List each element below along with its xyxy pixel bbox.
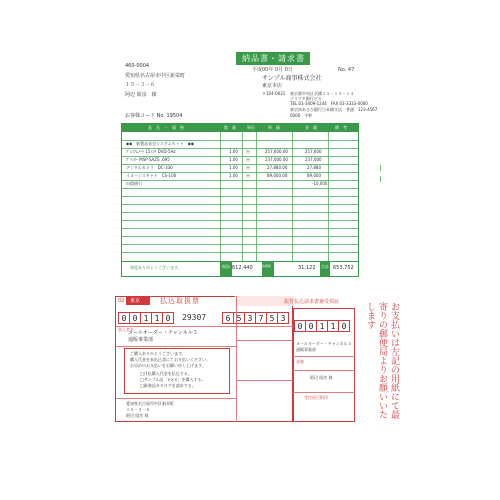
row-name: ﾌﾟﾚﾐｱﾑﾉｰﾄ 15ｲﾝﾁ DVD-5Hz	[126, 149, 176, 154]
row-amount: 89,600	[307, 173, 321, 178]
total-label: 合計	[321, 264, 329, 269]
sender-tel: TEL.03-3409-1244 FAX 03-3333-0000	[290, 101, 368, 106]
message-line: 購入代金を本払込票にてお支払いください。	[130, 357, 210, 362]
account-digit: 1	[151, 312, 163, 324]
account-digit: 1	[140, 312, 152, 324]
amount-digit: 3	[244, 312, 256, 324]
slip-area: 東京	[130, 298, 141, 304]
sender-city: １５－３－６	[126, 407, 150, 412]
receipt-amount-label: 金額	[296, 359, 304, 364]
row-qty: 1.00	[229, 149, 238, 154]
amount-digit: 5	[266, 312, 278, 324]
row-name: 出精値引	[126, 181, 142, 186]
row-unit: 台	[246, 165, 250, 170]
account-digit: 0	[162, 312, 174, 324]
row-amount: 257,600	[305, 149, 322, 154]
tax: 31,122	[298, 265, 316, 271]
sender-address: 愛知県名古屋市中区新栄町	[126, 401, 174, 406]
customer-postal: 460-0004	[125, 63, 150, 69]
total: 653,752	[333, 265, 354, 271]
sender-bank1: 東京南あさひ銀行日本橋支店 普通 123-4567	[290, 107, 378, 112]
row-price: 27,880.00	[267, 165, 288, 170]
receipt-sub: 通販事業部	[296, 347, 316, 352]
subtotal: 612,440	[232, 265, 253, 271]
payee-label: 加入者名	[118, 327, 134, 332]
sender-branch: 東京本店	[262, 83, 283, 89]
amount-digit: 7	[255, 312, 267, 324]
sender-company: サンプル商事株式会社	[262, 75, 322, 82]
sender-bank2: 0000 平幹	[290, 113, 313, 118]
account-digit: 0	[129, 312, 141, 324]
row-amount: 27,880	[307, 165, 321, 170]
message-line: □新商品カタログを請求する。	[140, 383, 196, 388]
header-price: 単 価	[268, 125, 280, 130]
stamp-label: 受付局日附印	[304, 395, 328, 400]
subtotal-label: 税抜	[222, 264, 230, 269]
slip-title: 払込取扱票	[160, 297, 200, 305]
row-amount: 237,000	[305, 157, 322, 162]
row-unit: 台	[246, 149, 250, 154]
payee-line2: 通販事業部	[128, 337, 154, 343]
sender-address: 東京都中央区京橋１５－１５－１４	[290, 91, 354, 96]
header-item: 品 名 ・ 規 格	[148, 125, 184, 130]
tax-label: 消費税	[262, 264, 272, 268]
row-price: 257,600.00	[265, 149, 288, 154]
row-unit: 台	[246, 157, 250, 162]
receipt-digit: 0	[338, 320, 350, 332]
message-line: ご購入ありがとうございます。	[130, 351, 186, 356]
receipt-sender: 阿辺 昭彦 様	[310, 375, 333, 380]
receipt-digit: 0	[294, 320, 306, 332]
sender-postal: 〒104-0031	[262, 91, 286, 96]
row-qty: 1.00	[229, 157, 238, 162]
row-name: イメージスキャナ CS-100	[126, 173, 177, 178]
receipt-title: 振替払込請求書兼受領証	[284, 299, 340, 305]
sender-name: 阿辺 昭彦 様	[126, 413, 149, 418]
account-number: 29307	[182, 313, 207, 322]
amount-digit: 3	[277, 312, 289, 324]
side-note: お支払いは左記の用紙にて最寄りの郵便局よりお願いいたします	[365, 302, 399, 419]
invoice-no: No. 47	[338, 67, 355, 73]
header-unit: 単位	[247, 125, 255, 130]
row-price: 89,600.00	[267, 173, 288, 178]
header-amount: 金 額	[305, 125, 317, 130]
receipt-digit: 1	[327, 320, 339, 332]
row-name: デジタルカメラ DC-330	[126, 165, 173, 170]
customer-address2: １５－３－６	[125, 82, 156, 88]
slip-code: 02	[118, 298, 125, 304]
message-line: □サンプル品「×××」を購入する。	[140, 377, 206, 382]
amount-digit: 6	[222, 312, 234, 324]
row-unit: 台	[246, 173, 250, 178]
account-digit: 0	[118, 312, 130, 324]
customer-name: 阿辺 昭彦 様	[125, 92, 157, 98]
row-name: ﾌﾟﾘﾝﾀｰ MSP SAZS .695	[126, 157, 170, 162]
receipt-digit: 1	[316, 320, 328, 332]
invoice-date: 平成00年 0月 0日	[252, 67, 293, 73]
customer-address1: 愛知県名古屋市中区新栄町	[125, 73, 186, 79]
message-line: お早めのお支払いをお願い申し上げます。	[130, 363, 206, 368]
row-price: 237,000.00	[265, 157, 288, 162]
customer-code: お客様コード No. 19504	[125, 113, 183, 119]
row-qty: 1.00	[229, 165, 238, 170]
payee-line1: メールオーダー・チャンネル５	[128, 330, 198, 336]
row-amount: -10,000	[312, 181, 328, 186]
invoice-table	[121, 123, 359, 277]
amount-digit: 5	[233, 312, 245, 324]
header-qty: 数 量	[224, 125, 236, 130]
header-remarks: 備 考	[335, 125, 347, 130]
receipt-digit: 0	[305, 320, 317, 332]
invoice-title: 納品書・請求書	[242, 54, 305, 63]
row-name: ◆◆ 新製品発売システムセット ◆◆	[126, 141, 194, 146]
row-qty: 1.00	[229, 173, 238, 178]
sender-building: ソリマチ銀行ビル	[290, 96, 322, 101]
message-line: □月払購入代金を払込する。	[140, 371, 192, 376]
footer-note: 毎度ありがとうございます。	[130, 265, 182, 270]
receipt-payee: メールオーダー・チャンネル５	[296, 341, 352, 346]
